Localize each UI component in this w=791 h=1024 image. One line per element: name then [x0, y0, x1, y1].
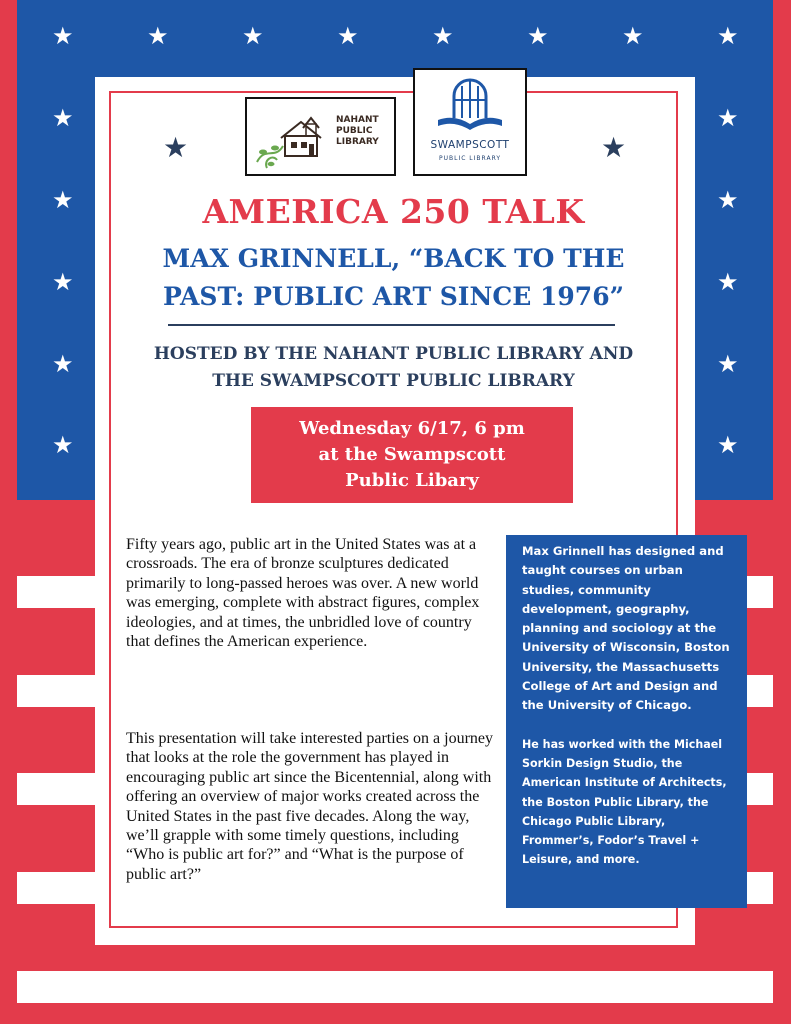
flag-stripe	[17, 675, 95, 707]
event-subtitle-line: MAX GRINNELL, “BACK TO THE	[162, 244, 625, 273]
event-date-line: at the Swampscott	[318, 444, 506, 465]
event-date-line: Wednesday 6/17, 6 pm	[299, 418, 525, 439]
star-icon: ★	[242, 22, 264, 50]
swampscott-logo-name: SWAMPSCOTT	[430, 139, 510, 151]
divider	[168, 324, 615, 326]
bio-paragraph: He has worked with the Michael Sorkin Design Studio, the American Institute of Architects, the Boston Public Library, the Chicago Public Library, Frommer’s, Fodor’s Travel + Leisure, and more.	[522, 737, 727, 867]
event-title: AMERICA 250 TALK	[202, 192, 585, 231]
star-icon: ★	[717, 268, 739, 296]
star-icon: ★	[717, 350, 739, 378]
star-icon: ★	[52, 350, 74, 378]
star-icon: ★	[432, 22, 454, 50]
star-icon: ★	[163, 131, 189, 164]
bio-paragraph: Max Grinnell has designed and taught courses on urban studies, community development, geography, planning and sociology at the University of Wisconsin, Boston University, the Massachusetts College of Art and Design and the University of Chicago.	[522, 544, 730, 713]
event-subtitle	[109, 240, 678, 316]
flag-stripe	[17, 773, 95, 805]
hosted-by	[109, 341, 678, 395]
swampscott-logo-subtitle: PUBLIC LIBRARY	[438, 155, 502, 162]
star-icon: ★	[717, 104, 739, 132]
speaker-bio-box	[506, 535, 747, 908]
star-icon: ★	[52, 186, 74, 214]
description-paragraph: This presentation will take interested parties on a journey that looks at the role the government has played in encouraging public art since the Bicentennial, along with offering an overview of major works created across the United States in the past five decades. Along the way, we’ll grapple with some timely questions, including “Who is public art for?” and “What is the purpose of public art?”	[126, 730, 493, 883]
nahant-library-logo	[245, 97, 396, 176]
star-icon: ★	[52, 104, 74, 132]
star-icon: ★	[622, 22, 644, 50]
description-paragraph: Fifty years ago, public art in the United States was at a crossroads. The era of bronze sculptures dedicated primarily to long-passed heroes was over. A new world was emerging, complete with abstract figures, complex ideologies, and at times, the unbridled love of country that defines the American experience.	[126, 536, 480, 651]
star-icon: ★	[52, 268, 74, 296]
house-vine-icon	[251, 102, 337, 174]
flag-stripe	[17, 971, 773, 1003]
nahant-logo-text	[336, 115, 379, 148]
event-subtitle-line: PAST: PUBLIC ART SINCE 1976”	[163, 282, 624, 311]
event-date-line: Public Libary	[345, 470, 479, 491]
star-icon: ★	[527, 22, 549, 50]
arched-window-book-icon	[432, 78, 508, 132]
nahant-logo-line: LIBRARY	[336, 137, 379, 147]
swampscott-library-logo	[413, 68, 527, 176]
star-icon: ★	[147, 22, 169, 50]
hosted-by-line: HOSTED BY THE NAHANT PUBLIC LIBRARY AND	[153, 344, 634, 364]
star-icon: ★	[717, 22, 739, 50]
flag-stripe	[17, 576, 95, 608]
star-icon: ★	[52, 431, 74, 459]
nahant-logo-line: PUBLIC	[336, 126, 373, 136]
star-icon: ★	[717, 431, 739, 459]
hosted-by-line: THE SWAMPSCOTT PUBLIC LIBRARY	[212, 371, 575, 391]
star-icon: ★	[601, 131, 627, 164]
event-date-box	[251, 407, 573, 503]
star-icon: ★	[717, 186, 739, 214]
flag-stripe	[17, 872, 95, 904]
star-icon: ★	[337, 22, 359, 50]
nahant-logo-line: NAHANT	[336, 115, 379, 125]
star-icon: ★	[52, 22, 74, 50]
